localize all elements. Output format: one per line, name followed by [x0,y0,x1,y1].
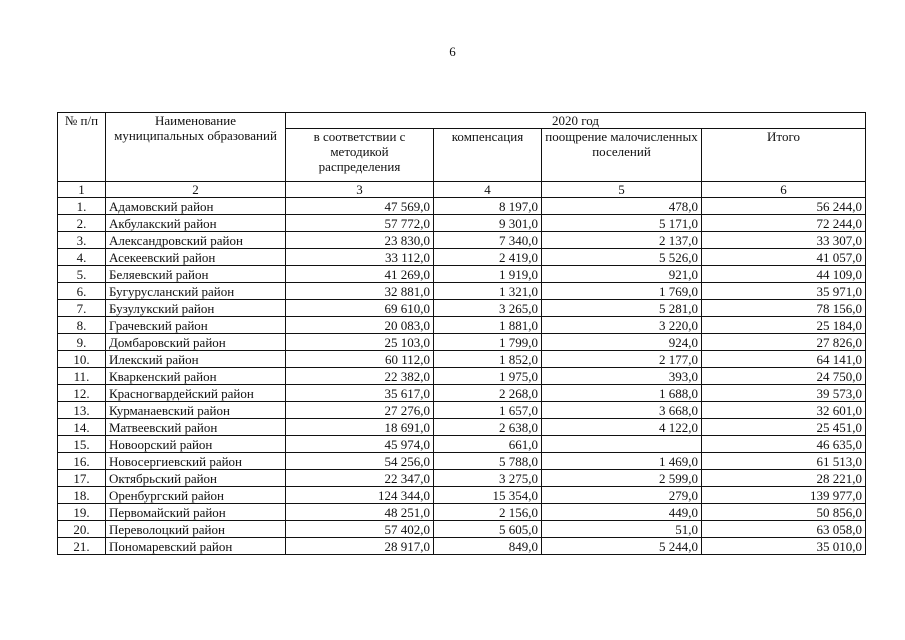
municipality-name: Асекеевский район [106,249,286,266]
row-number: 16. [58,453,106,470]
compensation-amount: 849,0 [434,538,542,555]
municipality-name: Октябрьский район [106,470,286,487]
municipality-name: Переволоцкий район [106,521,286,538]
compensation-amount: 5 788,0 [434,453,542,470]
column-numbers-row [58,182,866,198]
compensation-amount: 2 268,0 [434,385,542,402]
method-amount: 22 382,0 [286,368,434,385]
reward-amount: 5 281,0 [542,300,702,317]
reward-amount: 449,0 [542,504,702,521]
municipality-name: Кваркенский район [106,368,286,385]
method-amount: 18 691,0 [286,419,434,436]
municipality-name: Грачевский район [106,317,286,334]
municipality-name: Беляевский район [106,266,286,283]
table-row [58,538,866,555]
row-number: 10. [58,351,106,368]
total-amount: 41 057,0 [702,249,866,266]
total-amount: 28 221,0 [702,470,866,487]
row-number: 18. [58,487,106,504]
header-compensation: компенсация [434,129,542,182]
compensation-amount: 7 340,0 [434,232,542,249]
column-number: 2 [106,182,286,198]
municipality-name: Курманаевский район [106,402,286,419]
table-row [58,317,866,334]
total-amount: 35 971,0 [702,283,866,300]
table-row [58,283,866,300]
total-amount: 50 856,0 [702,504,866,521]
municipality-name: Первомайский район [106,504,286,521]
reward-amount: 1 688,0 [542,385,702,402]
compensation-amount: 2 419,0 [434,249,542,266]
method-amount: 25 103,0 [286,334,434,351]
header-year: 2020 год [286,113,866,129]
total-amount: 32 601,0 [702,402,866,419]
compensation-amount: 3 275,0 [434,470,542,487]
row-number: 19. [58,504,106,521]
table-row [58,436,866,453]
row-number: 11. [58,368,106,385]
compensation-amount: 1 881,0 [434,317,542,334]
header-name: Наименование муниципальных образований [106,113,286,182]
reward-amount [542,436,702,453]
table-row [58,402,866,419]
compensation-amount: 1 799,0 [434,334,542,351]
column-number: 3 [286,182,434,198]
reward-amount: 1 769,0 [542,283,702,300]
total-amount: 25 451,0 [702,419,866,436]
page-number: 6 [449,44,456,59]
municipality-name: Адамовский район [106,198,286,215]
header-method: в соответствии с методикой распределения [286,129,434,182]
table-row [58,334,866,351]
method-amount: 32 881,0 [286,283,434,300]
method-amount: 60 112,0 [286,351,434,368]
compensation-amount: 1 852,0 [434,351,542,368]
row-number: 15. [58,436,106,453]
total-amount: 56 244,0 [702,198,866,215]
table-row [58,351,866,368]
compensation-amount: 3 265,0 [434,300,542,317]
total-amount: 46 635,0 [702,436,866,453]
reward-amount: 478,0 [542,198,702,215]
compensation-amount: 1 919,0 [434,266,542,283]
reward-amount: 2 177,0 [542,351,702,368]
reward-amount: 51,0 [542,521,702,538]
row-number: 17. [58,470,106,487]
row-number: 14. [58,419,106,436]
method-amount: 41 269,0 [286,266,434,283]
total-amount: 139 977,0 [702,487,866,504]
method-amount: 35 617,0 [286,385,434,402]
total-amount: 25 184,0 [702,317,866,334]
row-number: 20. [58,521,106,538]
reward-amount: 2 599,0 [542,470,702,487]
compensation-amount: 9 301,0 [434,215,542,232]
header-num: № п/п [58,113,106,182]
compensation-amount: 661,0 [434,436,542,453]
compensation-amount: 1 657,0 [434,402,542,419]
reward-amount: 1 469,0 [542,453,702,470]
municipality-name: Акбулакский район [106,215,286,232]
total-amount: 63 058,0 [702,521,866,538]
reward-amount: 5 526,0 [542,249,702,266]
row-number: 8. [58,317,106,334]
column-number: 6 [702,182,866,198]
method-amount: 27 276,0 [286,402,434,419]
reward-amount: 4 122,0 [542,419,702,436]
method-amount: 57 772,0 [286,215,434,232]
table-row [58,368,866,385]
method-amount: 57 402,0 [286,521,434,538]
table-row [58,419,866,436]
header-reward: поощрение малочисленных поселений [542,129,702,182]
total-amount: 35 010,0 [702,538,866,555]
table-row [58,198,866,215]
method-amount: 48 251,0 [286,504,434,521]
column-number: 1 [58,182,106,198]
compensation-amount: 2 638,0 [434,419,542,436]
reward-amount: 924,0 [542,334,702,351]
reward-amount: 393,0 [542,368,702,385]
municipality-name: Оренбургский район [106,487,286,504]
method-amount: 54 256,0 [286,453,434,470]
compensation-amount: 15 354,0 [434,487,542,504]
row-number: 6. [58,283,106,300]
compensation-amount: 1 975,0 [434,368,542,385]
method-amount: 45 974,0 [286,436,434,453]
column-number: 4 [434,182,542,198]
table-row [58,215,866,232]
municipality-name: Матвеевский район [106,419,286,436]
reward-amount: 5 171,0 [542,215,702,232]
total-amount: 27 826,0 [702,334,866,351]
table-row [58,470,866,487]
table-row [58,249,866,266]
method-amount: 28 917,0 [286,538,434,555]
header-total: Итого [702,129,866,182]
table-row [58,521,866,538]
municipality-name: Бугурусланский район [106,283,286,300]
table-row [58,487,866,504]
table-body [58,198,866,555]
row-number: 4. [58,249,106,266]
municipality-name: Красногвардейский район [106,385,286,402]
column-number: 5 [542,182,702,198]
method-amount: 124 344,0 [286,487,434,504]
total-amount: 78 156,0 [702,300,866,317]
compensation-amount: 5 605,0 [434,521,542,538]
municipality-name: Пономаревский район [106,538,286,555]
compensation-amount: 2 156,0 [434,504,542,521]
municipality-name: Новоорский район [106,436,286,453]
total-amount: 24 750,0 [702,368,866,385]
municipality-name: Александровский район [106,232,286,249]
reward-amount: 2 137,0 [542,232,702,249]
table-row [58,385,866,402]
row-number: 3. [58,232,106,249]
total-amount: 39 573,0 [702,385,866,402]
reward-amount: 5 244,0 [542,538,702,555]
row-number: 13. [58,402,106,419]
table-row [58,504,866,521]
municipality-name: Илекский район [106,351,286,368]
row-number: 2. [58,215,106,232]
table-row [58,266,866,283]
total-amount: 72 244,0 [702,215,866,232]
row-number: 1. [58,198,106,215]
method-amount: 47 569,0 [286,198,434,215]
reward-amount: 3 668,0 [542,402,702,419]
row-number: 12. [58,385,106,402]
row-number: 9. [58,334,106,351]
method-amount: 69 610,0 [286,300,434,317]
total-amount: 64 141,0 [702,351,866,368]
total-amount: 44 109,0 [702,266,866,283]
reward-amount: 279,0 [542,487,702,504]
table-row [58,453,866,470]
municipality-name: Бузулукский район [106,300,286,317]
allocation-table [57,112,866,555]
municipality-name: Новосергиевский район [106,453,286,470]
row-number: 21. [58,538,106,555]
compensation-amount: 8 197,0 [434,198,542,215]
method-amount: 22 347,0 [286,470,434,487]
table-row [58,232,866,249]
reward-amount: 3 220,0 [542,317,702,334]
method-amount: 33 112,0 [286,249,434,266]
reward-amount: 921,0 [542,266,702,283]
table-row [58,300,866,317]
row-number: 7. [58,300,106,317]
total-amount: 33 307,0 [702,232,866,249]
method-amount: 20 083,0 [286,317,434,334]
municipality-name: Домбаровский район [106,334,286,351]
row-number: 5. [58,266,106,283]
compensation-amount: 1 321,0 [434,283,542,300]
method-amount: 23 830,0 [286,232,434,249]
total-amount: 61 513,0 [702,453,866,470]
